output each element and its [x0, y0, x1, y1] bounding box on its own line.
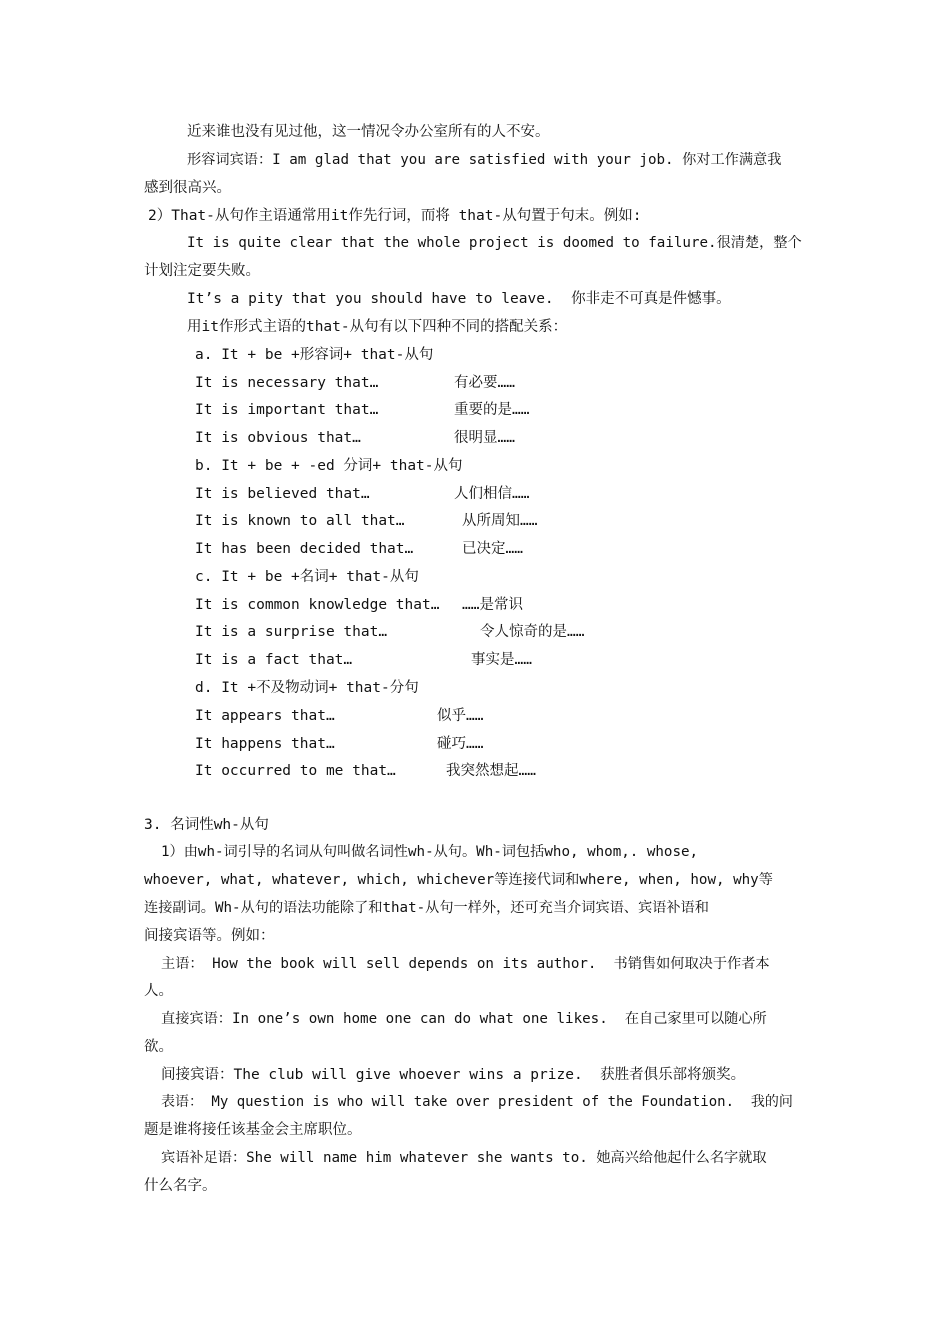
pattern-heading: a. It + be +形容词+ that-从句 [195, 347, 434, 363]
example-line: 什么名字。 [144, 1178, 217, 1194]
example-line: 直接宾语：In one’s own home one can do what one likes. 在自己家里可以随心所 [161, 1011, 767, 1027]
text-line: 计划注定要失败。 [144, 263, 260, 279]
pattern-meaning: ……是常识 [462, 597, 523, 613]
pattern-meaning: 很明显…… [454, 430, 515, 446]
text-line: 用it作形式主语的that-从句有以下四种不同的搭配关系： [187, 319, 568, 335]
pattern-meaning: 令人惊奇的是…… [480, 624, 585, 640]
text-line: It is quite clear that the whole project is doomed to failure.很清楚，整个 [187, 235, 802, 251]
pattern-meaning: 重要的是…… [454, 402, 530, 418]
pattern-meaning: 已决定…… [462, 541, 523, 557]
example-line: 欲。 [144, 1039, 173, 1055]
pattern-meaning: 似乎…… [437, 708, 484, 724]
pattern-example: It is common knowledge that… [195, 597, 440, 613]
pattern-example: It has been decided that… [195, 541, 414, 557]
pattern-example: It is a fact that… [195, 652, 353, 668]
pattern-example: It occurred to me that… [195, 763, 396, 779]
example-line: 间接宾语：The club will give whoever wins a prize. 获胜者俱乐部将颁奖。 [161, 1067, 746, 1083]
text-line: It’s a pity that you should have to leave. 你非走不可真是件憾事。 [187, 291, 731, 307]
pattern-meaning: 事实是…… [471, 652, 532, 668]
pattern-meaning: 我突然想起…… [446, 763, 536, 779]
text-line: 形容词宾语：I am glad that you are satisfied with your job. 你对工作满意我 [187, 152, 782, 168]
pattern-example: It happens that… [195, 736, 335, 752]
example-line: 表语： My question is who will take over president of the Foundation. 我的问 [161, 1094, 793, 1110]
text-line: 间接宾语等。例如： [144, 928, 275, 944]
pattern-example: It is important that… [195, 402, 379, 418]
pattern-meaning: 有必要…… [454, 375, 515, 391]
example-line: 宾语补足语：She will name him whatever she wants to. 她高兴给他起什么名字就取 [161, 1150, 767, 1166]
section-title: 3. 名词性wh-从句 [144, 817, 269, 833]
pattern-meaning: 人们相信…… [454, 486, 530, 502]
pattern-example: It appears that… [195, 708, 335, 724]
text-line: 1）由wh-词引导的名词从句叫做名词性wh-从句。Wh-词包括who, whom,. whose, [161, 844, 699, 860]
example-line: 人。 [144, 983, 173, 999]
text-line: 连接副词。Wh-从句的语法功能除了和that-从句一样外，还可充当介词宾语、宾语补语和 [144, 900, 709, 916]
text-line: 感到很高兴。 [144, 180, 231, 196]
pattern-example: It is necessary that… [195, 375, 379, 391]
pattern-meaning: 碰巧…… [437, 736, 484, 752]
pattern-example: It is believed that… [195, 486, 370, 502]
text-line: whoever, what, whatever, which, whichever等连接代词和where, when, how, why等 [144, 872, 773, 888]
text-line: 近来谁也没有见过他，这一情况令办公室所有的人不安。 [187, 124, 550, 140]
pattern-heading: d. It +不及物动词+ that-分句 [195, 680, 419, 696]
pattern-example: It is known to all that… [195, 513, 405, 529]
pattern-heading: b. It + be + -ed 分词+ that-从句 [195, 458, 463, 474]
pattern-heading: c. It + be +名词+ that-从句 [195, 569, 419, 585]
pattern-example: It is obvious that… [195, 430, 361, 446]
pattern-example: It is a surprise that… [195, 624, 388, 640]
pattern-meaning: 从所周知…… [462, 513, 538, 529]
example-line: 题是谁将接任该基金会主席职位。 [144, 1122, 362, 1138]
example-line: 主语： How the book will sell depends on its author. 书销售如何取决于作者本 [161, 956, 770, 972]
text-line: 2）That-从句作主语通常用it作先行词，而将 that-从句置于句末。例如: [148, 208, 642, 224]
